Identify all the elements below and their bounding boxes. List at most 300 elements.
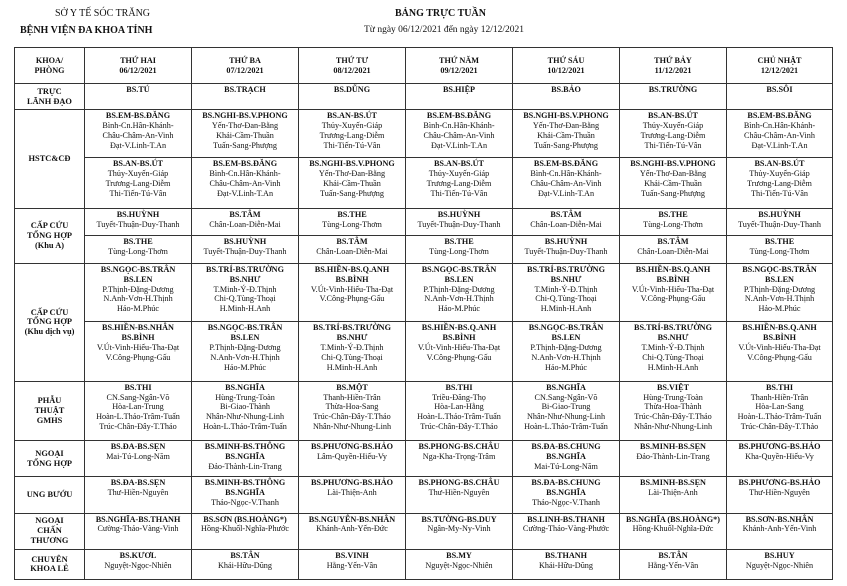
staff-names: P.Thịnh-Đặng-Dương [530, 342, 602, 352]
duty-cell [299, 513, 406, 549]
staff-names: Thừa-Hoa-Sang [325, 402, 379, 412]
duty-cell [299, 381, 406, 440]
department-label [15, 84, 85, 110]
staff-names: Hòa-Lan-Sang [755, 402, 804, 412]
staff-names: Kha-Quyền-Hiếu-Vy [745, 451, 814, 461]
duty-cell [620, 549, 727, 579]
staff-names: Hòa-Lan-Trung [112, 402, 164, 412]
day-date: 07/12/2021 [226, 65, 264, 75]
staff-names: Hảo-M.Phúc [437, 304, 481, 314]
staff-names: Thảo-Ngọc-V.Thanh [532, 497, 600, 507]
doctor-names: BS.BÌNH [442, 333, 476, 343]
duty-cell [727, 549, 833, 579]
staff-names: Hoàn-L.Thảo-Trâm-Tuấn [524, 421, 608, 431]
doctor-names: BS.TRẠCH [224, 85, 266, 94]
staff-names: Châu-Châm-An-Vinh [423, 130, 495, 140]
doctor-names: BS.LEN [444, 274, 474, 284]
duty-cell [727, 381, 833, 440]
staff-names: Tuyết-Thuận-Duy-Thanh [417, 219, 501, 229]
staff-names: Trương-Lang-Diễm [319, 130, 385, 140]
doctor-names: BS.BẢO [551, 85, 581, 94]
doctor-names: BS.HUY [764, 550, 795, 560]
document-header [0, 0, 847, 44]
department-label-line: NGOẠI [35, 516, 64, 526]
duty-cell [299, 208, 406, 235]
day-name: THỨ BA [229, 55, 261, 65]
staff-names: V.Út-Vinh-Hiếu-Tha-Đạt [417, 342, 501, 352]
staff-names: Bình-Cn.Hân-Khánh- [530, 169, 602, 179]
staff-names: Thi-Tiến-Tú-Vân [750, 188, 808, 198]
duty-cell [299, 322, 406, 381]
department-label [15, 549, 85, 579]
doctor-names: BS.NHƯ [336, 333, 368, 343]
duty-cell [406, 110, 513, 158]
duty-cell [85, 477, 192, 513]
doctor-names: BS.THI [445, 382, 473, 392]
doctor-names: BS.THE [337, 209, 367, 219]
staff-names: Khánh-Anh-Yến-Vinh [742, 524, 817, 534]
staff-names: Đạt-V.Linh-T.An [751, 140, 808, 150]
doctor-names: BS.VIỆT [656, 382, 690, 392]
schedule-row [15, 441, 833, 477]
duty-cell [406, 235, 513, 263]
day-date: 12/12/2021 [760, 65, 799, 75]
staff-names: Đảo-Thành-Lin-Trang [636, 451, 710, 461]
duty-cell [192, 381, 299, 440]
doctor-names: BS.LEN [551, 333, 581, 343]
day-date: 08/12/2021 [333, 65, 371, 75]
staff-names: Cường-Thảo-Vàng-Phước [522, 524, 610, 534]
duty-cell [192, 158, 299, 208]
duty-cell [406, 322, 513, 381]
duty-cell [513, 84, 620, 110]
duty-cell [85, 381, 192, 440]
duty-cell [85, 235, 192, 263]
doctor-names: BS.HUỲNH [544, 236, 588, 246]
staff-names: P.Thịnh-Đặng-Dương [209, 342, 281, 352]
staff-names: Hồng-Khuốl-Nghĩa-Đức [632, 524, 714, 534]
staff-names: Chi-Q.Tùng-Thoại [642, 352, 704, 362]
staff-names: V.Công-Phụng-Gấu [747, 352, 812, 362]
duty-cell [727, 441, 833, 477]
duty-cell [406, 381, 513, 440]
schedule-row [15, 549, 833, 579]
staff-names: Yến-Thơ-Đan-Bằng [532, 120, 600, 130]
staff-names: Nga-Kha-Trọng-Trâm [422, 451, 496, 461]
doctor-names: BS.NHƯ [229, 274, 261, 284]
staff-names: Hảo-M.Phúc [544, 362, 588, 372]
staff-names: Hảo-M.Phúc [116, 304, 160, 314]
duty-cell [513, 235, 620, 263]
day-name: THỨ TƯ [335, 55, 369, 65]
staff-names: Hảo-M.Phúc [758, 304, 801, 314]
corner-header [15, 48, 85, 84]
staff-names: Tuấn-Sang-Phượng [641, 188, 705, 198]
day-header [727, 48, 833, 84]
staff-names: N.Anh-Vơn-H.Thịnh [531, 352, 601, 362]
duty-cell [192, 549, 299, 579]
staff-names: V.Công-Phụng-Gấu [426, 352, 492, 362]
staff-names: Tùng-Long-Thơm [749, 246, 810, 256]
staff-names: Hùng-Trung-Toàn [215, 392, 275, 402]
doctor-names: BS.HIỀN-BS.Q.ANH [635, 265, 711, 275]
duty-cell [406, 158, 513, 208]
schedule-row [15, 110, 833, 158]
schedule-row [15, 477, 833, 513]
day-date: 10/12/2021 [547, 65, 585, 75]
staff-names: N.Anh-Vơn-H.Thịnh [210, 352, 280, 362]
staff-names: Đạt-V.Linh-T.An [216, 188, 274, 198]
document-title: BẢNG TRỰC TUẦN [395, 8, 486, 19]
department-label [15, 381, 85, 440]
doctor-names: BS.SÔI [766, 85, 793, 94]
duty-cell [192, 322, 299, 381]
doctor-names: BS.HIỀN-BS.Q.ANH [314, 265, 390, 275]
doctor-names: BS.DŨNG [333, 85, 371, 94]
doctor-names: BS.EM-BS.ĐĂNG [533, 159, 599, 169]
doctor-names: BS.AN-BS.ÚT [112, 159, 164, 169]
staff-names: Chân-Loan-Diễn-Mai [209, 219, 281, 229]
doctor-names: BS.THI [124, 382, 152, 392]
duty-cell [85, 549, 192, 579]
doctor-names: BS.SƠN-BS.NHÂN [745, 514, 814, 524]
staff-names: Khải-Hữu-Dũng [538, 560, 593, 570]
duty-cell [406, 208, 513, 235]
duty-cell [299, 441, 406, 477]
department-label-line: LÃNH ĐẠO [27, 96, 72, 106]
doctor-names: BS.MINH-BS.SẸN [640, 478, 706, 488]
doctor-names: BS.BÌNH [656, 274, 690, 284]
staff-names: Hảo-M.Phúc [223, 362, 267, 372]
doctor-names: BS.NGHĨA [546, 488, 586, 498]
doctor-names: BS.PHƯƠNG-BS.HẢO [738, 478, 821, 488]
staff-names: V.Út-Vinh-Hiếu-Tha-Đạt [631, 284, 715, 294]
department-label-line: KHOA LẺ [30, 564, 69, 574]
duty-cell [85, 322, 192, 381]
staff-names: Yến-Thơ-Đan-Bằng [211, 120, 279, 130]
duty-cell [513, 208, 620, 235]
duty-cell [513, 158, 620, 208]
duty-cell [727, 322, 833, 381]
staff-names: V.Út-Vinh-Hiếu-Tha-Đạt [738, 342, 821, 352]
duty-cell [620, 513, 727, 549]
doctor-names: BS.NGHĨA [546, 451, 586, 461]
staff-names: Bi-Giao-Thành [219, 402, 271, 412]
duty-cell [192, 264, 299, 322]
department-label [15, 477, 85, 513]
doctor-names: BS.NHƯ [657, 333, 689, 343]
duty-cell [513, 381, 620, 440]
department-label-line: CẤP CỨU [30, 221, 69, 231]
duty-cell [727, 110, 833, 158]
staff-names: T.Minh-Ý-Đ.Thịnh [534, 284, 598, 294]
day-name: THỨ NĂM [439, 55, 479, 65]
duty-cell [299, 158, 406, 208]
duty-schedule-table [14, 47, 833, 580]
staff-names: Trúc-Chân-Đây-T.Thảo [634, 412, 712, 422]
staff-names: Lâm-Quyền-Hiếu-Vy [316, 451, 388, 461]
schedule-row [15, 208, 833, 235]
doctor-names: BS.TÂM [550, 209, 582, 219]
staff-names: Tuấn-Sang-Phượng [213, 140, 277, 150]
doctor-names: BS.BÌNH [121, 333, 155, 343]
staff-names: Khải-Cầm-Thuần [537, 130, 595, 140]
date-range: Từ ngày 06/12/2021 đến ngày 12/12/2021 [364, 25, 525, 35]
duty-cell [85, 110, 192, 158]
doctor-names: BS.MY [446, 550, 472, 560]
staff-names: Mai-Tú-Long-Năm [106, 451, 170, 461]
staff-names: Khải-Hữu-Dũng [217, 560, 272, 570]
doctor-names: BS.TRƯỜNG [648, 85, 698, 94]
duty-cell [192, 235, 299, 263]
doctor-names: BS.TRÍ-BS.TRƯỜNG [527, 265, 605, 275]
doctor-names: BS.THANH [544, 550, 588, 560]
staff-names: Thanh-Hiền-Trân [323, 392, 381, 402]
schedule-row [15, 264, 833, 322]
duty-cell [513, 549, 620, 579]
doctor-names: BS.PHONG-BS.CHÂU [418, 442, 500, 452]
staff-names: Thư-Hiền-Nguyên [749, 488, 810, 498]
staff-names: T.Minh-Ý-Đ.Thịnh [320, 342, 384, 352]
staff-names: Đạt-V.Linh-T.An [109, 140, 167, 150]
duty-cell [513, 264, 620, 322]
duty-cell [406, 84, 513, 110]
staff-names: Hùng-Trung-Toàn [643, 392, 703, 402]
duty-cell [299, 264, 406, 322]
doctor-names: BS.PHONG-BS.CHÂU [418, 478, 500, 488]
staff-names: N.Anh-Vơn-H.Thịnh [424, 294, 494, 304]
staff-names: Yến-Thơ-Đan-Bằng [318, 169, 386, 179]
staff-names: P.Thịnh-Đặng-Dương [102, 284, 174, 294]
doctor-names: BS.TÂM [657, 236, 689, 246]
staff-names: Thủy-Xuyến-Giáp [749, 169, 810, 179]
doctor-names: BS.LEN [230, 333, 260, 343]
staff-names: Hồng-Khuốl-Nghĩa-Phước [201, 524, 289, 534]
doctor-names: BS.SƠN (BS.HOÀNG*) [203, 514, 287, 524]
doctor-names: BS.HIỆP [442, 85, 476, 94]
doctor-names: BS.THE [764, 236, 795, 246]
doctor-names: BS.TRÍ-BS.TRƯỜNG [634, 323, 712, 333]
doctor-names: BS.NGHI-BS.V.PHONG [630, 159, 716, 169]
staff-names: Châu-Châm-An-Vinh [530, 179, 602, 189]
doctor-names: BS.LEN [123, 274, 153, 284]
staff-names: CN.Sang-Ngân-Võ [106, 392, 170, 402]
header-row [15, 48, 833, 84]
department-label-line: THƯƠNG [30, 536, 69, 546]
staff-names: Trương-Lang-Diễm [105, 179, 171, 189]
department-label [15, 264, 85, 382]
doctor-names: BS.NGHI-BS.V.PHONG [202, 111, 288, 121]
staff-names: Tùng-Long-Thơm [108, 246, 168, 256]
doctor-names: BS.TÂM [336, 236, 368, 246]
staff-names: Hoàn-L.Thảo-Trâm-Tuấn [96, 412, 180, 422]
staff-names: V.Công-Phụng-Gấu [319, 294, 385, 304]
staff-names: Tuyết-Thuận-Duy-Thanh [96, 219, 180, 229]
duty-cell [727, 235, 833, 263]
doctor-names: BS.TÂN [658, 550, 688, 560]
staff-names: Triều-Đăng-Thọ [432, 392, 486, 402]
duty-cell [620, 477, 727, 513]
staff-names: Bình-Cn.Hân-Khánh- [102, 120, 174, 130]
doctor-names: BS.AN-BS.ÚT [647, 111, 699, 121]
staff-names: Hoàn-L.Thảo-Trâm-Tuấn [737, 412, 822, 422]
schedule-row [15, 513, 833, 549]
day-date: 09/12/2021 [440, 65, 478, 75]
staff-names: Hoàn-L.Thảo-Trâm-Tuấn [417, 412, 501, 422]
duty-cell [299, 235, 406, 263]
doctor-names: BS.HIỀN-BS.Q.ANH [742, 323, 817, 333]
staff-names: Trúc-Chân-Đây-T.Thảo [740, 421, 819, 431]
department-label-line: (Khu A) [34, 240, 65, 250]
staff-names: Lài-Thiện-Anh [648, 488, 698, 498]
staff-names: Chi-Q.Tùng-Thoại [214, 294, 276, 304]
schedule-body [15, 84, 833, 580]
duty-cell [192, 84, 299, 110]
duty-cell [727, 477, 833, 513]
staff-names: V.Công-Phụng-Gấu [105, 352, 171, 362]
doctor-names: BS.EM-BS.ĐĂNG [747, 111, 812, 121]
staff-names: Tùng-Long-Thơm [429, 246, 489, 256]
duty-cell [299, 477, 406, 513]
department-label-line: (Khu dịch vụ) [24, 327, 75, 337]
day-date: 11/12/2021 [654, 65, 692, 75]
staff-names: Cường-Thảo-Vàng-Vinh [97, 524, 179, 534]
staff-names: Trương-Lang-Diễm [747, 179, 812, 189]
department-label-line: CHUYÊN [31, 554, 68, 564]
department-label-line: TỔNG HỢP [27, 230, 72, 240]
staff-names: CN.Sang-Ngân-Võ [534, 392, 598, 402]
staff-names: H.Minh-H.Anh [540, 304, 592, 314]
doctor-names: BS.PHƯƠNG-BS.HẢO [310, 442, 394, 452]
doctor-names: BS.NGHĨA (BS.HOÀNG*) [626, 514, 720, 524]
duty-cell [85, 208, 192, 235]
department-label-line: NGOẠI [35, 448, 64, 458]
duty-cell [192, 441, 299, 477]
staff-names: Tuyết-Thuận-Duy-Thanh [203, 246, 287, 256]
doctor-names: BS.NGUYÊN-BS.NHÂN [308, 514, 396, 524]
staff-names: Thi-Tiến-Tú-Vân [644, 140, 702, 150]
day-header [406, 48, 513, 84]
staff-names: Bình-Cn.Hân-Khánh- [743, 120, 816, 130]
doctor-names: BS.TÂM [229, 209, 261, 219]
staff-names: Mai-Tú-Long-Năm [534, 461, 598, 471]
doctor-names: BS.PHƯƠNG-BS.HẢO [310, 478, 394, 488]
department-label-line: TRỰC [37, 86, 62, 96]
schedule-row [15, 322, 833, 381]
staff-names: Hằng-Yến-Vân [326, 560, 378, 570]
doctor-names: BS.ĐA-BS.SẸN [110, 478, 166, 488]
staff-names: V.Út-Vinh-Hiếu-Tha-Đạt [310, 284, 394, 294]
duty-cell [192, 110, 299, 158]
doctor-names: BS.KƯƠL [119, 550, 157, 560]
duty-cell [620, 235, 727, 263]
duty-cell [192, 208, 299, 235]
duty-cell [406, 441, 513, 477]
staff-names: Hoàn-L.Thảo-Trâm-Tuấn [203, 421, 287, 431]
duty-cell [620, 381, 727, 440]
staff-names: Nguyệt-Ngọc-Nhiên [745, 560, 814, 570]
doctor-names: BS.HUỲNH [758, 209, 801, 219]
day-header [192, 48, 299, 84]
staff-names: Chân-Loan-Diễn-Mai [316, 246, 388, 256]
staff-names: V.Công-Phụng-Gấu [640, 294, 706, 304]
doctor-names: BS.HIỀN-BS.Q.ANH [421, 323, 497, 333]
department-label-line: HSTC&CĐ [28, 154, 71, 164]
doctor-names: BS.BÌNH [335, 274, 369, 284]
staff-names: Thủy-Xuyến-Giáp [107, 169, 169, 179]
staff-names: Tùng-Long-Thơm [322, 219, 382, 229]
staff-names: Tuấn-Sang-Phượng [534, 140, 598, 150]
department-label [15, 441, 85, 477]
doctor-names: BS.THE [123, 236, 153, 246]
staff-names: Trương-Lang-Diễm [426, 179, 492, 189]
staff-names: Thi-Tiến-Tú-Vân [109, 188, 167, 198]
staff-names: Thủy-Xuyến-Giáp [428, 169, 490, 179]
doctor-names: BS.LEN [765, 274, 794, 284]
staff-names: P.Thịnh-Đặng-Dương [423, 284, 495, 294]
staff-names: T.Minh-Ý-Đ.Thịnh [213, 284, 277, 294]
doctor-names: BS.BÌNH [763, 333, 796, 343]
hospital-name: BỆNH VIỆN ĐA KHOA TỈNH [20, 25, 153, 36]
duty-cell [192, 477, 299, 513]
department-label-line: TỔNG HỢP [27, 317, 72, 327]
doctor-names: BS.THE [444, 236, 474, 246]
staff-names: Thi-Tiến-Tú-Vân [323, 140, 381, 150]
duty-cell [85, 84, 192, 110]
duty-cell [620, 110, 727, 158]
schedule-row [15, 235, 833, 263]
staff-names: Thi-Tiến-Tú-Vân [430, 188, 488, 198]
staff-names: Thủy-Xuyến-Giáp [321, 120, 383, 130]
duty-cell [85, 513, 192, 549]
staff-names: H.Minh-H.Anh [326, 362, 378, 372]
duty-cell [513, 477, 620, 513]
staff-names: Tuyết-Thuận-Duy-Thanh [524, 246, 608, 256]
staff-names: Bi-Giao-Trung [541, 402, 591, 412]
duty-cell [85, 158, 192, 208]
doctor-names: BS.NGHĨA [225, 451, 265, 461]
duty-cell [620, 441, 727, 477]
department-label [15, 513, 85, 549]
duty-cell [406, 477, 513, 513]
doctor-names: BS.NGỌC-BS.TRÂN [528, 323, 604, 333]
duty-cell [620, 322, 727, 381]
doctor-names: BS.NGHĨA-BS.THANH [95, 514, 181, 524]
staff-names: Trương-Lang-Diễm [640, 130, 706, 140]
doctor-names: BS.ĐA-BS.SẸN [110, 442, 166, 452]
day-name: THỨ SÁU [547, 55, 585, 65]
day-header [85, 48, 192, 84]
staff-names: Châu-Châm-An-Vinh [102, 130, 174, 140]
staff-names: P.Thịnh-Đặng-Dương [743, 284, 816, 294]
staff-names: Chi-Q.Tùng-Thoại [321, 352, 383, 362]
day-header [299, 48, 406, 84]
department-label-line: GMHS [36, 415, 63, 425]
staff-names: Đảo-Thành-Lin-Trang [208, 461, 282, 471]
duty-cell [406, 513, 513, 549]
day-name: THỨ BẢY [654, 55, 692, 65]
duty-cell [620, 208, 727, 235]
duty-cell [299, 110, 406, 158]
doctor-names: BS.NGHĨA [225, 382, 265, 392]
department-label-line: UNG BƯỚU [26, 490, 73, 499]
staff-names: Châu-Châm-An-Vinh [209, 179, 281, 189]
duty-cell [85, 441, 192, 477]
staff-names: Khải-Cầm-Thuần [216, 130, 274, 140]
duty-cell [727, 264, 833, 322]
staff-names: Chi-Q.Tùng-Thoại [535, 294, 597, 304]
duty-cell [727, 208, 833, 235]
